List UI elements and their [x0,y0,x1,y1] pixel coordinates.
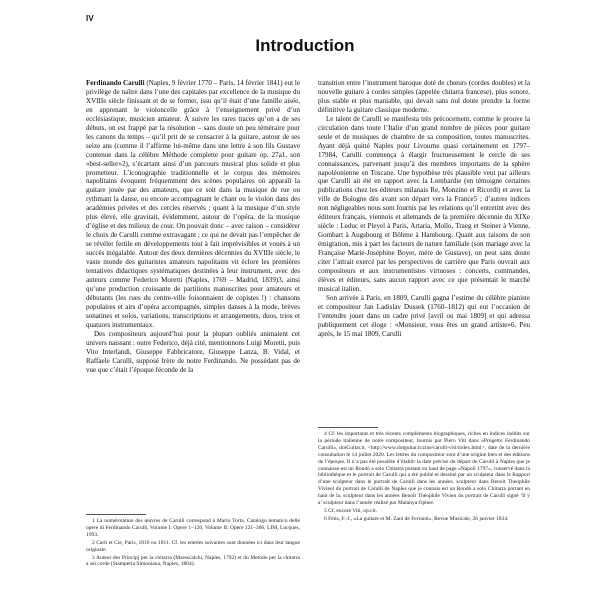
footnote: 4 Cf. les importants et très récents compléments biographiques, riches en indices inédits sur la période italienne de notre compositeur, fournis par Piero Viti dans «Progetto Ferdinando Carulli», dotGuitar.it, <http://www.dotguitar.it/zine/carulli-viti/index.html>, date de la dernière consultation le 14 juillet 2020. Les lettres du compositeur sont d’une origine bien et des éditions de l’époque. Il n’a pas été possible d’établir la date précise du départ de Carulli à Naples que je connaisse est un Rondò a solo Chitarra portant en haut de page «Napoli 1797», conservé dans la bibliothèque et le portrait de Carulli qui a été publié et dessiné par un sculpteur dans le Rapport d’une sculpteur dans le portrait de Carulli dans les années. sculpteur dans Benoit Theophile Vivienl du portrait de Carulli de Naples que je connais est un Rondò a solo Chitarra portant en haut de la. sculpteur dans les années Benoît Théophile Vivien du portrait de Carulli signé ‘Il y a’ sculpteur dans l’année réalisé par Matanya Ophee. [318,431,530,507]
paragraph: transition entre l’instrument baroque doté de chœurs (cordes doubles) et la nouvelle guitare à cordes simples (appelée chitarra francese), plus sonore, plus stable et plus maniable, qui devait sans nul doute prendre la forme définitive la guitare classique moderne. [318,79,530,114]
footnote: 5 Cf. encore Viti, op.cit. [324,507,378,514]
author-name: Ferdinando Carulli [86,79,145,87]
paragraph-text: (Naples, 9 février 1770 – Paris, 14 février 1841) eut le privilège de naître dans l’une des capitales par excellence de la musique du XVIIIe siècle finissant et de se former, issu qu’il était d’une famille aisée, en apprenant le violoncelle grâce à l’enseignement privé d’un ecclésiastique, musicien amateur. À suivre les rares traces qu’on a de ses débuts, on est frappé par la résolution – sans doute un peu téméraire pour les canons du temps – qu’il prit de se consacrer à la guitare, autour de ses seize ans (comme il l’affirme lui-même dans une lettre à son fils Gustave contenue dans la célèbre Méthode complette pour guitare op. 27a1, son «best-seller»2), s’écartant ainsi d’un parcours musical plus solide et plus prometteur. L’iconographie traditionnelle et le corpus des mémoires napolitains évoquent fréquemment des scènes populaires où apparaît la guitare jouée par des amateurs, que ce soit dans la musique de rue ou rythmant la danse, ou encore accompagnant le chant ou le violon dans des académies privées et des cercles réservés ; quant à la musique d’un style plus élevé, elle gravitait, évidemment, autour de l’opéra, de la musique d’église et des milieux de cour. On pouvait donc – avec raison – considérer le choix de Carulli comme extravagant ; ce qui ne devait pas l’empêcher de se révéler fertile en développements tout à fait imprévisibles et voués à un succès inégalable. Autour des deux dernières décennies du XVIIIe siècle, le vaste monde des guitaristes amateurs napolitains vit éclore les premières tentatives didactiques systématiques destinées à leur instrument, avec des auteurs comme Federico Moretti (Naples, 1769 – Madrid, 1839)3, ainsi qu’une production croissante de partitions manuscrites pour amateurs et débutants (les rues du centre-ville foisonnaient de copistes !) : chansons populaires et airs d’opéra accompagnés, simples danses à la mode, brèves sonatines et solos, variations, transcriptions et arrangements, duos, trios et quatuors instrumentaux. [86,79,300,329]
footnote-divider [86,514,146,515]
footnote: 1 La numérotation des œuvres de Carulli correspond à Mario Torta, Catalogo tematico delle opere di Ferdinando Carulli, Volume I: Opere 1–120, Volume II: Opere 121–366, LIM, Lucques, 1993. [86,518,300,538]
left-text-column [86,79,300,374]
paragraph: Le talent de Carulli se manifesta très précocement, comme le prouve la circulation dans toute l’Italie d’un grand nombre de pièces pour guitare seule et de musiques de chambre de sa composition, toutes manuscrites. Ayant déjà quitté Naples pour Livourne quasi certainement en 1797–17984, Carulli commença à élargir fructueusement le cercle de ses connaissances, parvenant jusqu’à des membres importants de la sphère napoléonienne en Toscane. Une hypothèse très plausible veut par ailleurs que Carulli ait été en rapport avec la Lombardie (en témoigne certaines publications chez les éditeurs milanais Re, Monzino et Ricordi) et avec la ville de Bologne dès avant son départ vers la France5 ; d’autres indices non négligeables nous sont fournis par les relations qu’il entretint avec des éditeurs français, viennois et allemands de la première décennie du XIXe siècle : Leduc et Pleyel à Paris, Artaria, Mollo, Traeg et Steiner à Vienne, Gombart à Augsbourg et Böhme à Hambourg. Quant aux raisons de son émigration, mis à part les facteurs de nature familiale (son mariage avec la Française Marie-Joséphine Boyer, mère de Gustave), on peut sans doute citer l’attrait exercé par les perspectives de carrière que Paris ouvrait aux compositeurs et aux instrumentistes virtuoses : concerts, commandes, élèves et éditeurs, sans aucun rapport avec ce que présentait le marché musical italien. [318,114,530,293]
page-title: Introduction [255,36,355,55]
paragraph: Son arrivée à Paris, en 1809, Carulli gagna l’estime du célèbre pianiste et compositeur Jan Ladislav Dussek (1760–1812) qui eut l’occasion de l’entendre jouer dans un cadre privé [avril ou mai 1809] et qui adressa publiquement cet éloge : «Monsieur, vous êtes un grand artiste»6. Peu après, le 15 mai 1809, Carulli [318,293,530,338]
footnote: 2 Carli et Cie, Paris, 1810 ou 1811. Cf. les entrées suivantes sont données ici dans leur langue originale. [86,539,300,553]
paragraph: Des compositeurs aujourd’hui pour la plupart oubliés animaient cet univers naissant : outre Federico, déjà cité, mentionnons Luigi Moretti, puis Vito Interlandi, Giuseppe Fabbricatore, Giuseppe Lanza, B. Vidal, et Raffaele Carulli, supposé frère de notre Ferdinando. Ne possédant pas de vue que c’était l’époque féconde de la [86,329,300,374]
page-number: IV [86,14,94,23]
footnote: 6 Fétis, F.-J., «La guitare et M. Zani de Ferranti», Revue Musicale, 26 janvier 1834. [324,515,509,522]
footnotes-left [86,518,300,569]
footnotes-right [318,431,530,524]
footnote-divider [318,427,378,428]
footnote: 3 Auteur des Principj per la chitarra (Marescalchi, Naples, 1792) et du Metodo per la chitarra a sei corde (Stamperia Simoniana, Naples, 1804). [86,554,300,568]
right-text-column [318,79,530,339]
paragraph [86,79,300,330]
